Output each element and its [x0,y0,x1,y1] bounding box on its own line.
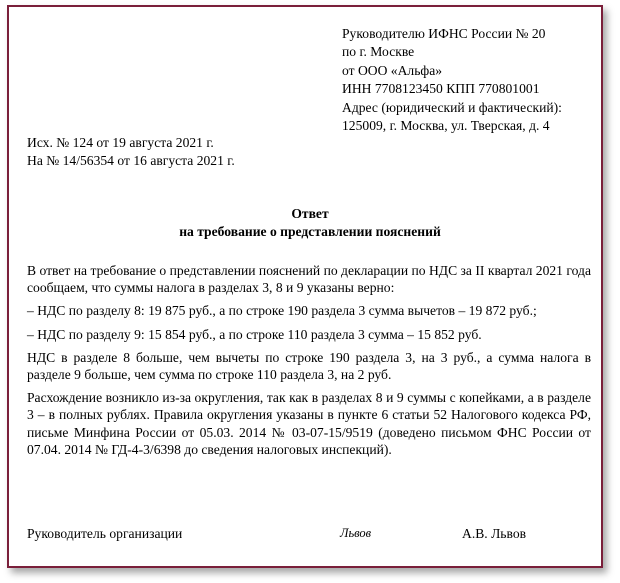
addressee-line-city: по г. Москве [342,44,415,60]
body-paragraph-explanation: Расхождение возникло из-за округления, так как в разделах 8 и 9 суммы с копейками, а в разделе 3 – в полных рублях. Правила округления указаны в пункте 6 статьи 52 Налогового кодекса РФ, письме Минфина России от 05.03. 2014 № 03-07-15/9519 (доведено письмом ФНС России от 07.04. 2014 № ГД-4-3/6398 до сведения налоговых инспекций). [27,390,591,457]
document-body [27,262,591,464]
incoming-reference: На № 14/56354 от 16 августа 2021 г. [27,152,235,168]
document-title [0,205,620,240]
addressee-line-sender: от ООО «Альфа» [342,62,443,78]
handwritten-signature: Львов [340,526,372,540]
signatory-name: А.В. Львов [462,526,527,541]
body-paragraph-difference: НДС в разделе 8 больше, чем вычеты по строке 190 раздела 3, на 3 руб., а сумма налога в разделе 9 больше, чем сумма по строке 110 раздела 3, на 2 руб. [27,349,591,383]
outgoing-reference: Исх. № 124 от 19 августа 2021 г. [27,135,214,150]
addressee-line-address: 125009, г. Москва, ул. Тверская, д. 4 [342,118,550,134]
title-line-2: на требование о представлении пояснений [179,223,441,239]
addressee-line-recipient: Руководителю ИФНС России № 20 [342,26,546,41]
body-paragraph-section9: – НДС по разделу 9: 15 854 руб., а по строке 110 раздела 3 сумма – 15 852 руб. [27,326,482,342]
addressee-block [342,25,562,135]
addressee-line-inn-kpp: ИНН 7708123450 КПП 770801001 [342,81,540,97]
body-paragraph-section8: – НДС по разделу 8: 19 875 руб., а по строке 190 раздела 3 сумма вычетов – 19 872 руб.; [27,303,537,319]
title-line-1: Ответ [291,206,329,221]
signature-role: Руководитель организации [27,526,183,541]
addressee-line-address-label: Адрес (юридический и фактический): [342,99,562,115]
reference-numbers [27,134,235,169]
body-paragraph-intro: В ответ на требование о представлении пояснений по декларации по НДС за II квартал 2021 года сообщаем, что суммы налога в разделах 3, 8 и 9 указаны верно: [27,263,591,296]
